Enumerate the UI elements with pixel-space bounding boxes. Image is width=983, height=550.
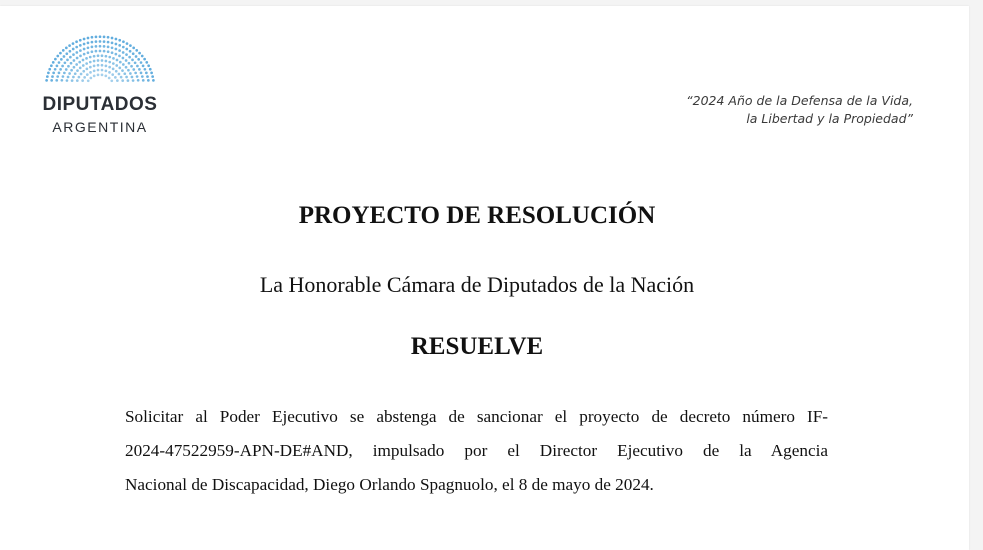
body-line-1: Solicitar al Poder Ejecutivo se abstenga de sancionar el proyecto de decreto número IF- xyxy=(125,407,828,426)
logo-subtitle: ARGENTINA xyxy=(52,119,148,135)
resolution-body xyxy=(125,400,828,502)
logo-title: DIPUTADOS xyxy=(42,94,158,115)
resolve-heading: RESUELVE xyxy=(410,333,544,360)
motto-line-1: “2024 Año de la Defensa de la Vida, xyxy=(686,93,913,108)
document-page xyxy=(0,6,969,550)
motto-line-2: la Libertad y la Propiedad” xyxy=(746,111,913,126)
body-line-2: 2024-47522959-APN-DE#AND, impulsado por el Director Ejecutivo de la Agencia xyxy=(125,441,828,460)
diputados-logo xyxy=(30,30,170,142)
document-title: PROYECTO DE RESOLUCIÓN xyxy=(298,202,656,229)
year-motto xyxy=(686,92,913,128)
body-line-3: Nacional de Discapacidad, Diego Orlando Spagnuolo, el 8 de mayo de 2024. xyxy=(125,475,654,494)
chamber-name: La Honorable Cámara de Diputados de la Nación xyxy=(259,272,695,297)
chamber-hemicycle-icon xyxy=(44,30,156,90)
